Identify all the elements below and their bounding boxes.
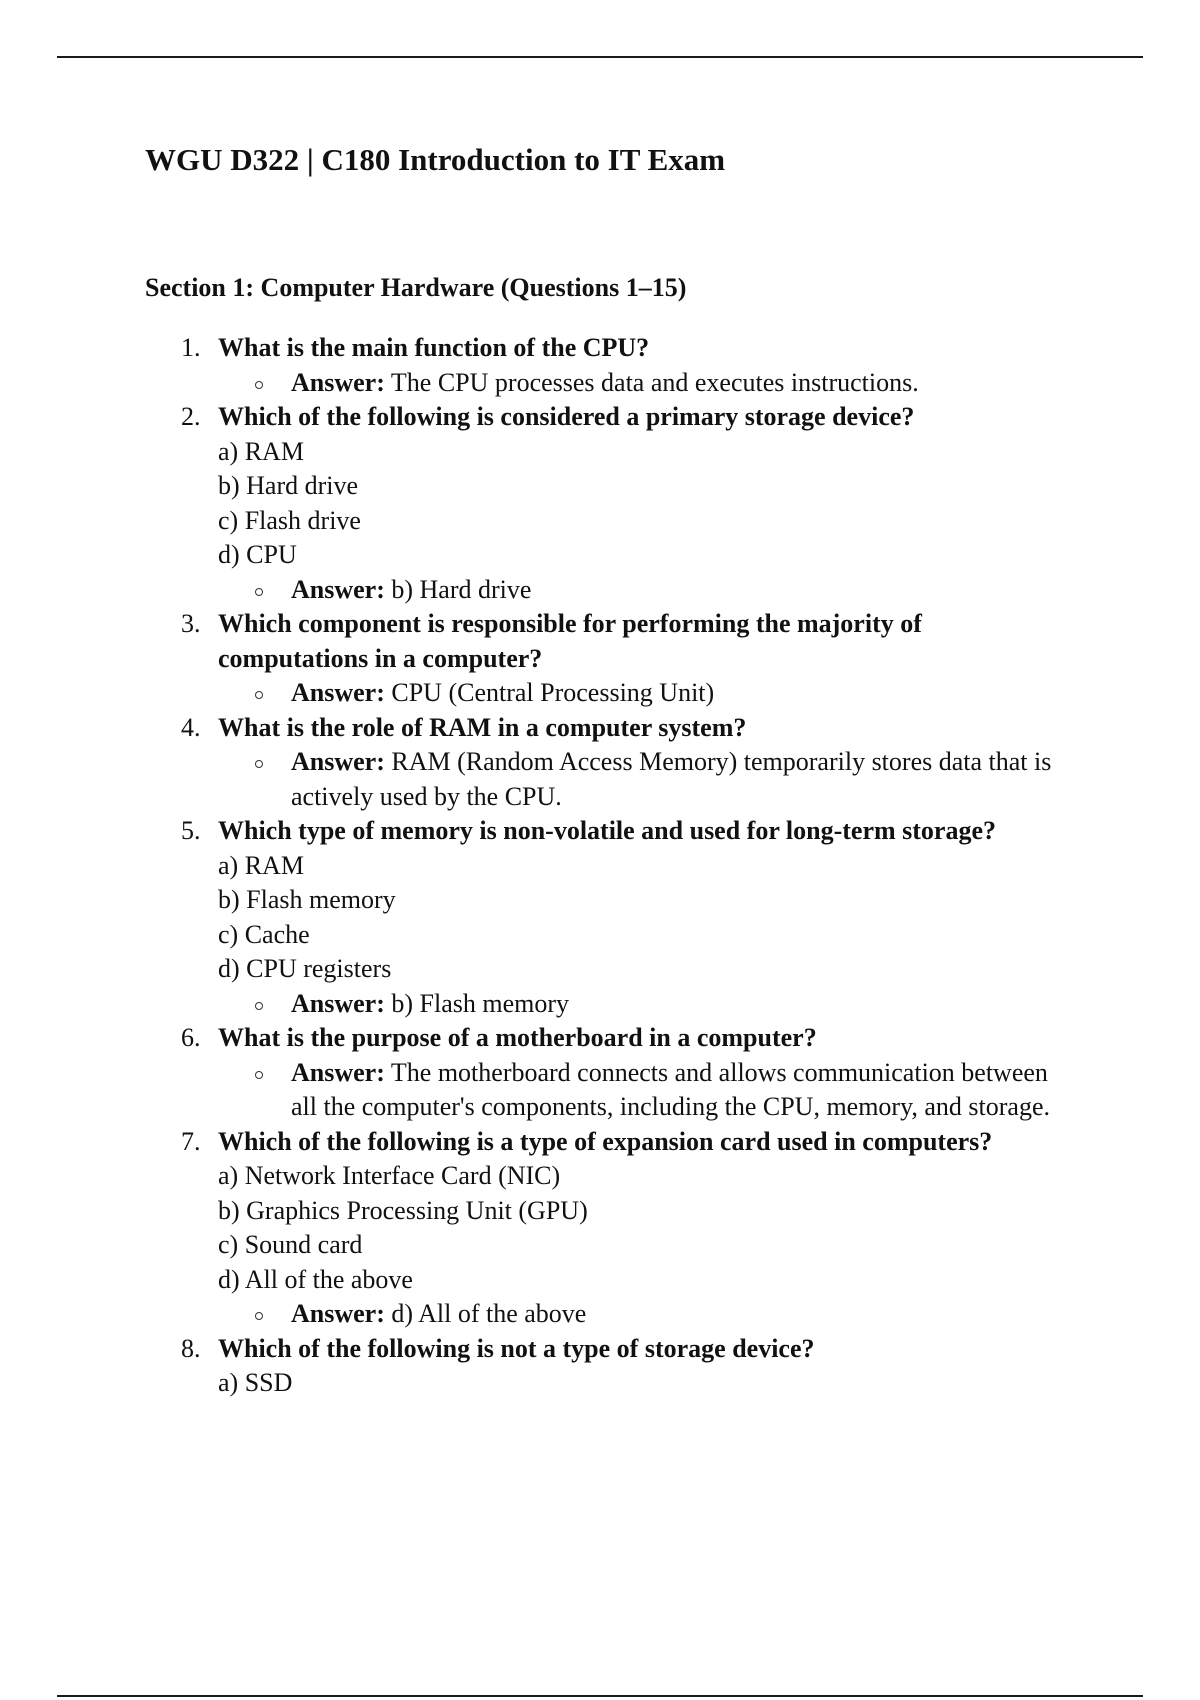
answer-label: Answer:: [291, 678, 385, 707]
question-item: [145, 711, 1075, 815]
answer-label: Answer:: [291, 367, 385, 397]
answer-text: The motherboard connects and allows communication between all the computer's components, including the CPU, memory, and storage.: [291, 1057, 1051, 1121]
document-body: [145, 140, 1075, 1401]
question-number: 8.: [181, 1333, 201, 1363]
question-item: [145, 400, 1075, 607]
circle-bullet-icon: [255, 1002, 263, 1010]
question-item: [145, 1021, 1075, 1125]
answer-label: Answer:: [291, 574, 385, 604]
question-item: [145, 814, 1075, 1021]
option: c) Sound card: [218, 1230, 363, 1259]
question-item: [145, 607, 1075, 711]
option: b) Hard drive: [218, 471, 359, 500]
answer-line: [218, 745, 1075, 814]
question-text: What is the purpose of a motherboard in a computer?: [218, 1023, 817, 1052]
circle-bullet-icon: [255, 588, 263, 596]
answer-line: [218, 987, 1075, 1022]
option: d) CPU: [218, 540, 297, 569]
option: b) Graphics Processing Unit (GPU): [218, 1195, 588, 1225]
question-number: 4.: [181, 712, 201, 742]
question-item: [145, 1332, 1075, 1401]
option: c) Cache: [218, 919, 310, 949]
question-number: 7.: [181, 1126, 201, 1156]
question-text: Which of the following is considered a primary storage device?: [218, 402, 915, 431]
question-text: What is the role of RAM in a computer system?: [218, 712, 747, 742]
question-number: 5.: [181, 816, 201, 845]
circle-bullet-icon: [255, 760, 263, 768]
section-heading: Section 1: Computer Hardware (Questions 1–15): [145, 273, 687, 302]
answer-text: The CPU processes data and executes instructions.: [390, 367, 919, 397]
question-text: Which component is responsible for performing the majority of computations in a computer?: [218, 609, 922, 673]
answer-text: b) Hard drive: [391, 574, 532, 604]
top-rule: [57, 56, 1143, 58]
option: b) Flash memory: [218, 885, 396, 914]
option: a) SSD: [218, 1368, 293, 1397]
answer-line: [218, 366, 1075, 401]
page-title: WGU D322 | C180 Introduction to IT Exam: [145, 142, 726, 177]
answer-text: b) Flash memory: [391, 988, 570, 1018]
circle-bullet-icon: [255, 1312, 263, 1320]
answer-text: CPU (Central Processing Unit): [391, 678, 715, 707]
question-number: 3.: [181, 609, 201, 638]
circle-bullet-icon: [255, 381, 263, 389]
option: d) CPU registers: [218, 954, 392, 983]
answer-text: d) All of the above: [391, 1299, 587, 1328]
option: a) RAM: [218, 436, 304, 466]
question-number: 2.: [181, 402, 201, 431]
answer-label: Answer:: [291, 988, 385, 1018]
question-number: 1.: [181, 333, 201, 362]
option: c) Flash drive: [218, 505, 361, 535]
circle-bullet-icon: [255, 1071, 263, 1079]
answer-line: [218, 1056, 1075, 1125]
bottom-rule: [57, 1695, 1143, 1697]
question-text: Which of the following is not a type of storage device?: [218, 1333, 815, 1363]
answer-text: RAM (Random Access Memory) temporarily stores data that is actively used by the CPU.: [291, 747, 1052, 811]
answer-line: [218, 573, 1075, 608]
option: d) All of the above: [218, 1264, 413, 1294]
option: a) Network Interface Card (NIC): [218, 1161, 561, 1190]
question-text: Which of the following is a type of expansion card used in computers?: [218, 1126, 993, 1156]
answer-line: [218, 676, 1075, 711]
answer-label: Answer:: [291, 747, 385, 776]
circle-bullet-icon: [255, 691, 263, 699]
question-number: 6.: [181, 1023, 201, 1052]
question-text: Which type of memory is non-volatile and used for long-term storage?: [218, 816, 997, 845]
question-text: What is the main function of the CPU?: [218, 333, 650, 362]
answer-line: [218, 1297, 1075, 1332]
answer-label: Answer:: [291, 1299, 385, 1328]
answer-label: Answer:: [291, 1057, 385, 1087]
question-item: [145, 331, 1075, 400]
option: a) RAM: [218, 850, 304, 880]
question-item: [145, 1125, 1075, 1332]
question-list: [145, 331, 1075, 1401]
